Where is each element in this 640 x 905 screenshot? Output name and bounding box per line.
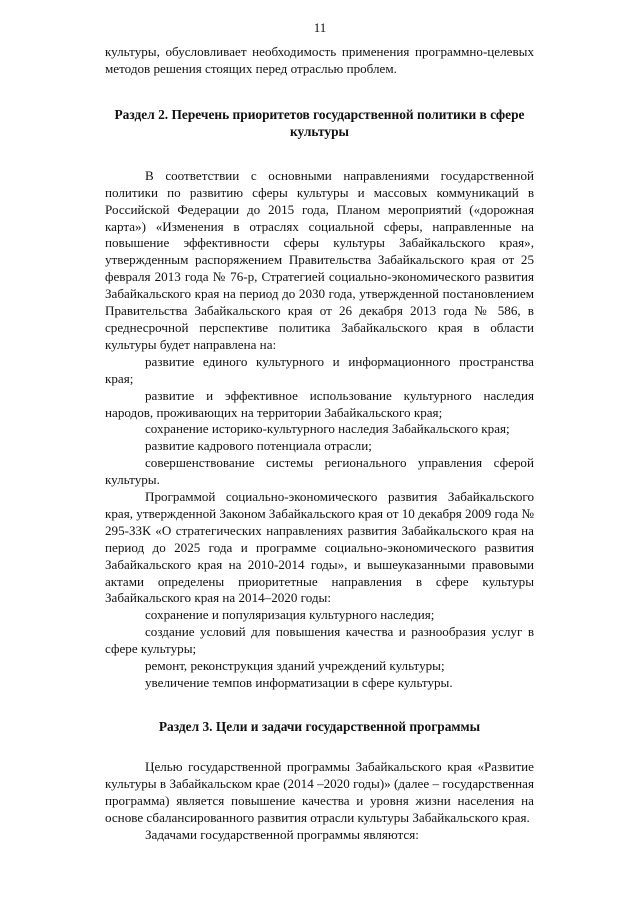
- list-item: развитие и эффективное использование культурного наследия народов, проживающих на территории Забайкальского края;: [105, 387, 534, 420]
- section-3-paragraph-1: Целью государственной программы Забайкальского края «Развитие культуры в Забайкальском крае (2014 –2020 годы)» (далее – государственная программа) является повышение качества и уровня жизни населения на основе сбалансированного развития отрасли культуры Забайкальского края.: [105, 758, 534, 825]
- page-number: 11: [313, 20, 327, 35]
- section-3-paragraph-2: Задачами государственной программы являются:: [145, 826, 419, 842]
- list-item: совершенствование системы регионального управления сферой культуры.: [105, 455, 534, 488]
- page-content: [105, 44, 534, 843]
- list-item: создание условий для повышения качества и разнообразия услуг в сфере культуры;: [105, 624, 534, 657]
- list-item: увеличение темпов информатизации в сфере культуры.: [145, 675, 453, 690]
- intro-paragraph: культуры, обусловливает необходимость применения программно-целевых методов решения стоящих перед отраслью проблем.: [105, 44, 534, 76]
- section-2-list-1: [105, 354, 534, 489]
- section-2-title: Раздел 2. Перечень приоритетов государственной политики в сфере культуры: [114, 106, 525, 139]
- list-item: развитие единого культурного и информационного пространства края;: [105, 353, 534, 386]
- section-2-paragraph-2: Программой социально-экономического развития Забайкальского края, утвержденной Законом Забайкальского края от 10 декабря 2009 года № 295-ЗЗК «О стратегических направлениях развития Забайкальского края на период до 2025 года и программе социально-экономического развития Забайкальского края на 2010-2014 годы», и вышеуказанными правовыми актами определены приоритетные направления в сфере культуры Забайкальского края на 2014–2020 годы:: [105, 489, 534, 606]
- section-2-list-2: [105, 607, 534, 692]
- section-2-paragraph-1: В соответствии с основными направлениями государственной политики по развитию сферы культуры и массовых коммуникаций в Российской Федерации до 2015 года, Планом мероприятий («дорожная карта») «Изменения в отраслях социальной сферы, направленные на повышение эффективности сферы культуры Забайкальского края», утвержденным распоряжением Правительства Забайкальского края от 25 февраля 2013 года № 76-р, Стратегией социально-экономического развития Забайкальского края на период до 2030 года, утвержденной постановлением Правительства Забайкальского края от 26 декабря 2013 года № 586, в среднесрочной перспективе политика Забайкальского края в области культуры будет направлена на:: [105, 167, 534, 352]
- list-item: развитие кадрового потенциала отрасли;: [145, 438, 372, 454]
- section-3-title: Раздел 3. Цели и задачи государственной программы: [158, 718, 481, 734]
- list-item: сохранение и популяризация культурного наследия;: [145, 607, 435, 623]
- list-item: ремонт, реконструкция зданий учреждений культуры;: [145, 658, 445, 674]
- list-item: сохранение историко-культурного наследия Забайкальского края;: [145, 421, 510, 437]
